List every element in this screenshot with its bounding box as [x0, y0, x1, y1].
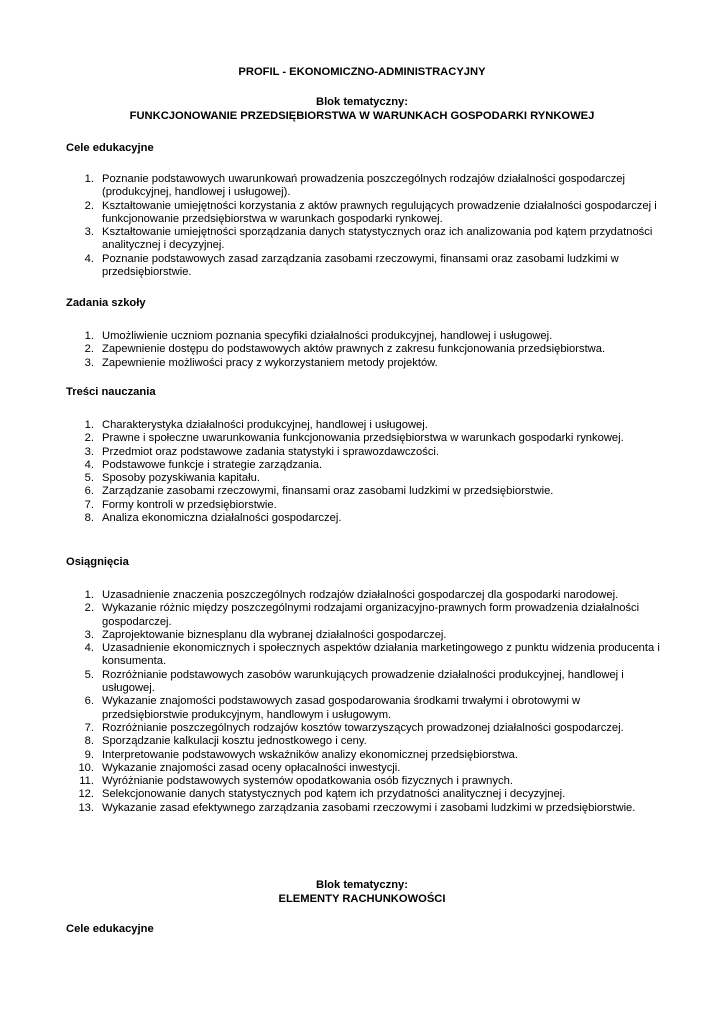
list-item-text: Rozróżnianie podstawowych zasobów warunkujących prowadzenie działalności produkcyjnej, handlowej i usługowej. [102, 668, 624, 695]
list-item-number: 1. [84, 589, 94, 601]
list-item-number: 8. [84, 735, 94, 748]
list-item-number: 9. [84, 748, 94, 761]
list-item-number: 3. [84, 628, 94, 641]
section-heading-zadania: Zadania szkoły [66, 297, 146, 309]
list-item-number: 2. [84, 343, 94, 356]
list-item-number: 7. [84, 498, 94, 511]
list-zadania [66, 330, 666, 370]
list-item-text: Analiza ekonomiczna działalności gospodarczej. [102, 512, 342, 525]
list-item-number: 3. [84, 356, 94, 369]
list-item-number: 1. [84, 419, 94, 431]
list-item-number: 5. [84, 668, 94, 681]
list-item-number: 11. [79, 775, 94, 788]
list-item [66, 695, 666, 722]
list-item-number: 2. [84, 432, 94, 445]
list-item-text: Formy kontroli w przedsiębiorstwie. [102, 498, 277, 511]
list-item [66, 735, 666, 748]
list-item-number: 8. [84, 512, 94, 525]
list-item-text: Uzasadnienie ekonomicznych i społecznych aspektów działania marketingowego z punktu widzenia producenta i konsumenta. [102, 642, 660, 668]
list-item-text: Uzasadnienie znaczenia poszczególnych rodzajów działalności gospodarczej dla gospodarki narodowej. [102, 589, 619, 601]
list-item-text: Sporządzanie kalkulacji kosztu jednostkowego i ceny. [102, 735, 367, 748]
list-item-number: 12. [78, 788, 94, 801]
list-item-number: 6. [84, 485, 94, 498]
list-item [66, 589, 666, 602]
list-item-number: 1. [84, 330, 94, 342]
list-item [66, 419, 666, 432]
list-item-text: Interpretowanie podstawowych wskaźników analizy ekonomicznej przedsiębiorstwa. [102, 748, 519, 761]
list-item [66, 253, 666, 280]
list-item-text: Kształtowanie umiejętności sporządzania danych statystycznych oraz ich analizowania pod kątem przydatności analitycznej i decyzyjnej. [102, 226, 653, 252]
list-item [66, 512, 666, 525]
list-item [66, 472, 666, 485]
block-title: FUNKCJONOWANIE PRZEDSIĘBIORSTWA W WARUNKACH GOSPODARKI RYNKOWEJ [129, 110, 595, 122]
list-item-text: Poznanie podstawowych zasad zarządzania zasobami rzeczowymi, finansami oraz zasobami ludzkimi w przedsiębiorstwie. [102, 252, 619, 279]
block-label-2: Blok tematyczny: [315, 879, 408, 891]
list-item [66, 602, 666, 629]
list-item [66, 642, 666, 669]
list-osiagniecia [66, 589, 666, 815]
list-item-text: Zarządzanie zasobami rzeczowymi, finansami oraz zasobami ludzkimi w przedsiębiorstwie. [102, 485, 554, 498]
list-item-number: 3. [84, 445, 94, 458]
list-item-text: Zapewnienie dostępu do podstawowych aktów prawnych z zakresu funkcjonowania przedsiębiorstwa. [102, 343, 606, 356]
list-item-text: Zaprojektowanie biznesplanu dla wybranej działalności gospodarczej. [102, 628, 447, 641]
list-item [66, 722, 666, 735]
list-item-number: 4. [84, 458, 94, 471]
list-item-number: 2. [84, 602, 94, 615]
page-title: PROFIL - EKONOMICZNO-ADMINISTRACYJNY [238, 66, 486, 78]
list-item-text: Wykazanie znajomości podstawowych zasad gospodarowania środkami trwałymi i obrotowymi w przedsiębiorstwie produkcyjnym, handlowym i usługowym. [102, 695, 581, 721]
list-item-text: Prawne i społeczne uwarunkowania funkcjonowania przedsiębiorstwa w warunkach gospodarki rynkowej. [102, 432, 624, 445]
section-heading-cele: Cele edukacyjne [66, 142, 154, 154]
list-item [66, 788, 666, 801]
list-item-text: Przedmiot oraz podstawowe zadania statystyki i sprawozdawczości. [102, 445, 440, 458]
list-item-text: Poznanie podstawowych uwarunkowań prowadzenia poszczególnych rodzajów działalności gospodarczej (produkcyjnej, handlowej i usługowej). [102, 173, 626, 199]
list-item [66, 669, 666, 696]
list-item [66, 343, 666, 356]
list-item [66, 226, 666, 253]
list-item-text: Charakterystyka działalności produkcyjnej, handlowej i usługowej. [102, 419, 428, 431]
list-item-number: 4. [84, 642, 94, 655]
list-item-text: Umożliwienie uczniom poznania specyfiki działalności produkcyjnej, handlowej i usługowej. [102, 330, 553, 342]
list-item [66, 775, 666, 788]
list-item [66, 499, 666, 512]
list-item-number: 4. [84, 252, 94, 265]
list-item-number: 1. [84, 173, 94, 185]
list-item-text: Sposoby pozyskiwania kapitału. [102, 472, 260, 485]
list-item-text: Wykazanie różnic między poszczególnymi rodzajami organizacyjno-prawnych form prowadzenia działalności gospodarczej. [102, 602, 640, 628]
list-item-text: Wykazanie znajomości zasad oceny opłacalności inwestycji. [102, 761, 401, 774]
list-item-text: Kształtowanie umiejętności korzystania z aktów prawnych regulujących prowadzenie działalności gospodarczej i funkcjonowanie przedsiębiorstwa w warunkach gospodarki rynkowej. [102, 199, 657, 225]
list-item [66, 629, 666, 642]
section-heading-cele-2: Cele edukacyjne [66, 923, 154, 935]
list-item-text: Wyróżnianie podstawowych systemów opodatkowania osób fizycznych i prawnych. [102, 775, 513, 788]
section-heading-tresci: Treści nauczania [66, 386, 156, 398]
list-item-text: Podstawowe funkcje i strategie zarządzania. [102, 458, 323, 471]
list-item-number: 6. [84, 695, 94, 708]
block-label: Blok tematyczny: [315, 96, 408, 108]
list-item [66, 357, 666, 370]
list-item-text: Wykazanie zasad efektywnego zarządzania zasobami rzeczowymi i zasobami ludzkimi w przedsiębiorstwie. [102, 801, 636, 814]
list-item-number: 2. [84, 199, 94, 212]
list-item-number: 3. [84, 226, 94, 239]
list-item [66, 749, 666, 762]
list-item [66, 762, 666, 775]
list-item-number: 13. [78, 801, 94, 814]
list-item [66, 432, 666, 445]
list-item [66, 330, 666, 343]
list-item-text: Selekcjonowanie danych statystycznych pod kątem ich przydatności analitycznej i decyzyjnej. [102, 788, 566, 801]
block-title-2: ELEMENTY RACHUNKOWOŚCI [278, 893, 446, 905]
list-cele [66, 173, 666, 279]
list-item-number: 7. [84, 721, 94, 734]
list-item [66, 459, 666, 472]
list-item-number: 10. [78, 761, 94, 774]
list-item [66, 802, 666, 815]
list-item-text: Zapewnienie możliwości pracy z wykorzystaniem metody projektów. [102, 356, 438, 369]
list-tresci [66, 419, 666, 525]
list-item [66, 485, 666, 498]
list-item [66, 200, 666, 227]
list-item [66, 173, 666, 200]
list-item-number: 5. [84, 472, 94, 485]
list-item-text: Rozróżnianie poszczególnych rodzajów kosztów towarzyszących prowadzonej działalności gospodarczej. [102, 721, 624, 734]
section-heading-osiagniecia: Osiągnięcia [66, 556, 129, 568]
list-item [66, 446, 666, 459]
